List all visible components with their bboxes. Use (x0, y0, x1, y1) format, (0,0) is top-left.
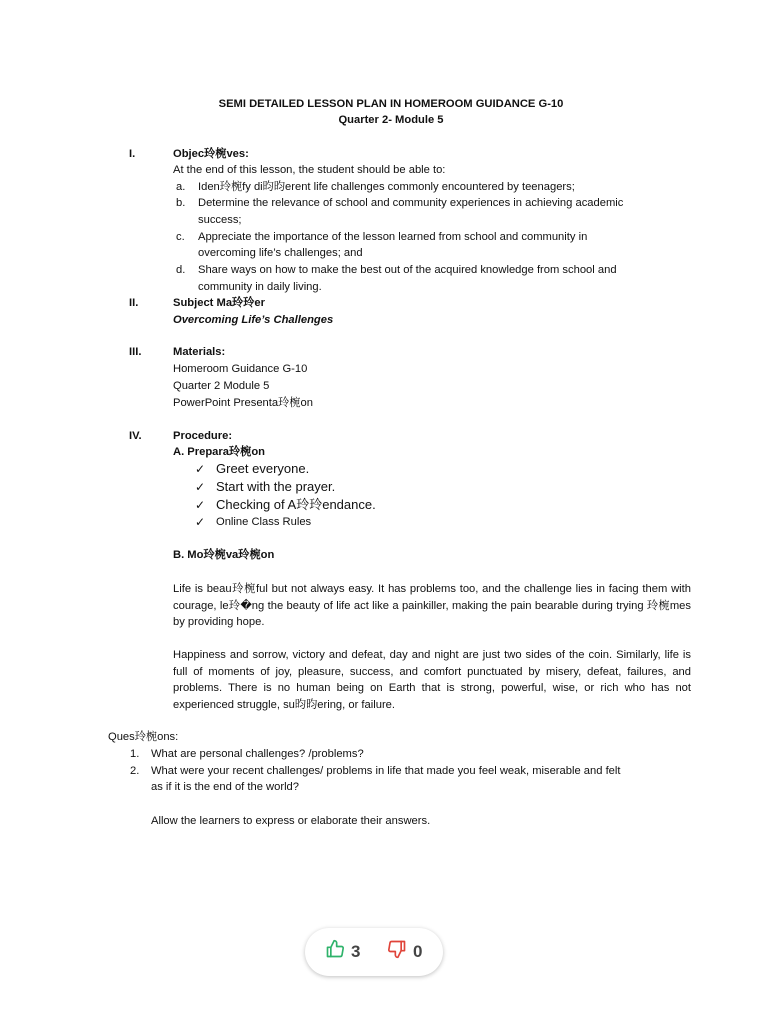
downvote-count: 0 (413, 941, 423, 961)
objectives-intro: At the end of this lesson, the student should be able to: (173, 164, 446, 176)
questions-note: Allow the learners to express or elaborate their answers. (151, 815, 431, 827)
document-subtitle: Quarter 2- Module 5 (338, 114, 444, 126)
material-item: PowerPoint Presenta玲椀on (173, 397, 313, 409)
checklist-item: Online Class Rules (216, 516, 312, 528)
motivation-paragraph: Happiness and sorrow, victory and defeat, day and night are just two sides of the coin. Similarly, life is full of moments of joy, pleasure, success, and comfort punctuated by misery, defeat, failures, and problems. There is no human being on Earth that is strong, powerful, wise, or rich who has not experienced struggle, su昀昀ering, or failure. (173, 649, 691, 711)
checklist-item: Greet everyone. (216, 461, 310, 476)
question-text: What are personal challenges? /problems? (151, 748, 364, 760)
question-text: What were your recent challenges/ problems in life that made you feel weak, miserable and felt (151, 765, 621, 777)
section-heading-materials: Materials: (173, 346, 226, 358)
downvote-button[interactable] (387, 940, 422, 964)
list-item-text-cont: community in daily living. (198, 281, 322, 293)
checklist-item: Start with the prayer. (216, 479, 336, 494)
checklist-item: Checking of A玲玲endance. (216, 497, 376, 512)
questions-heading: Ques玲椀ons: (108, 731, 179, 743)
subject-text: Overcoming Life’s Challenges (173, 314, 334, 326)
list-item-text: Determine the relevance of school and community experiences in achieving academic (198, 197, 624, 209)
thumbs-up-icon (325, 939, 345, 965)
section-numeral: III. (129, 346, 142, 358)
list-item-letter: c. (176, 231, 185, 243)
section-heading-subject: Subject Ma玲玲er (173, 297, 266, 309)
section-heading-procedure: Procedure: (173, 430, 233, 442)
document-title: SEMI DETAILED LESSON PLAN IN HOMEROOM GUIDANCE G-10 (218, 98, 564, 110)
check-icon: ✓ (195, 480, 206, 494)
question-number: 1. (130, 748, 140, 760)
question-number: 2. (130, 765, 140, 777)
list-item-text: Share ways on how to make the best out of the acquired knowledge from school and (198, 264, 617, 276)
check-icon: ✓ (195, 462, 206, 476)
motivation-paragraph: Life is beau玲椀ful but not always easy. It has problems too, and the challenge lies in facing them with courage, le玲�ng the beauty of life act like a painkiller, making the pain bearable during trying 玲椀mes by providing hope. (173, 583, 691, 629)
list-item-letter: b. (176, 197, 186, 209)
question-text-cont: as if it is the end of the world? (151, 781, 300, 793)
upvote-button[interactable] (325, 940, 360, 964)
section-numeral: II. (129, 297, 139, 309)
list-item-letter: d. (176, 264, 186, 276)
material-item: Homeroom Guidance G-10 (173, 363, 308, 375)
list-item-text-cont: success; (198, 214, 242, 226)
list-item-text: Appreciate the importance of the lesson learned from school and community in (198, 231, 588, 243)
check-icon: ✓ (195, 498, 206, 512)
subsection-heading-motivation: B. Mo玲椀va玲椀on (173, 549, 275, 561)
check-icon: ✓ (195, 515, 206, 529)
section-numeral: IV. (129, 430, 142, 442)
list-item-letter: a. (176, 181, 186, 193)
section-heading-objectives: Objec玲椀ves: (173, 148, 249, 160)
thumbs-down-icon (387, 939, 407, 965)
upvote-count: 3 (351, 941, 361, 961)
material-item: Quarter 2 Module 5 (173, 380, 270, 392)
section-numeral: I. (129, 148, 136, 160)
list-item-text: Iden玲椀fy di昀昀erent life challenges commonly encountered by teenagers; (198, 181, 575, 193)
subsection-heading-preparation: A. Prepara玲椀on (173, 446, 266, 458)
rating-bar (305, 928, 443, 976)
list-item-text-cont: overcoming life’s challenges; and (198, 247, 363, 259)
